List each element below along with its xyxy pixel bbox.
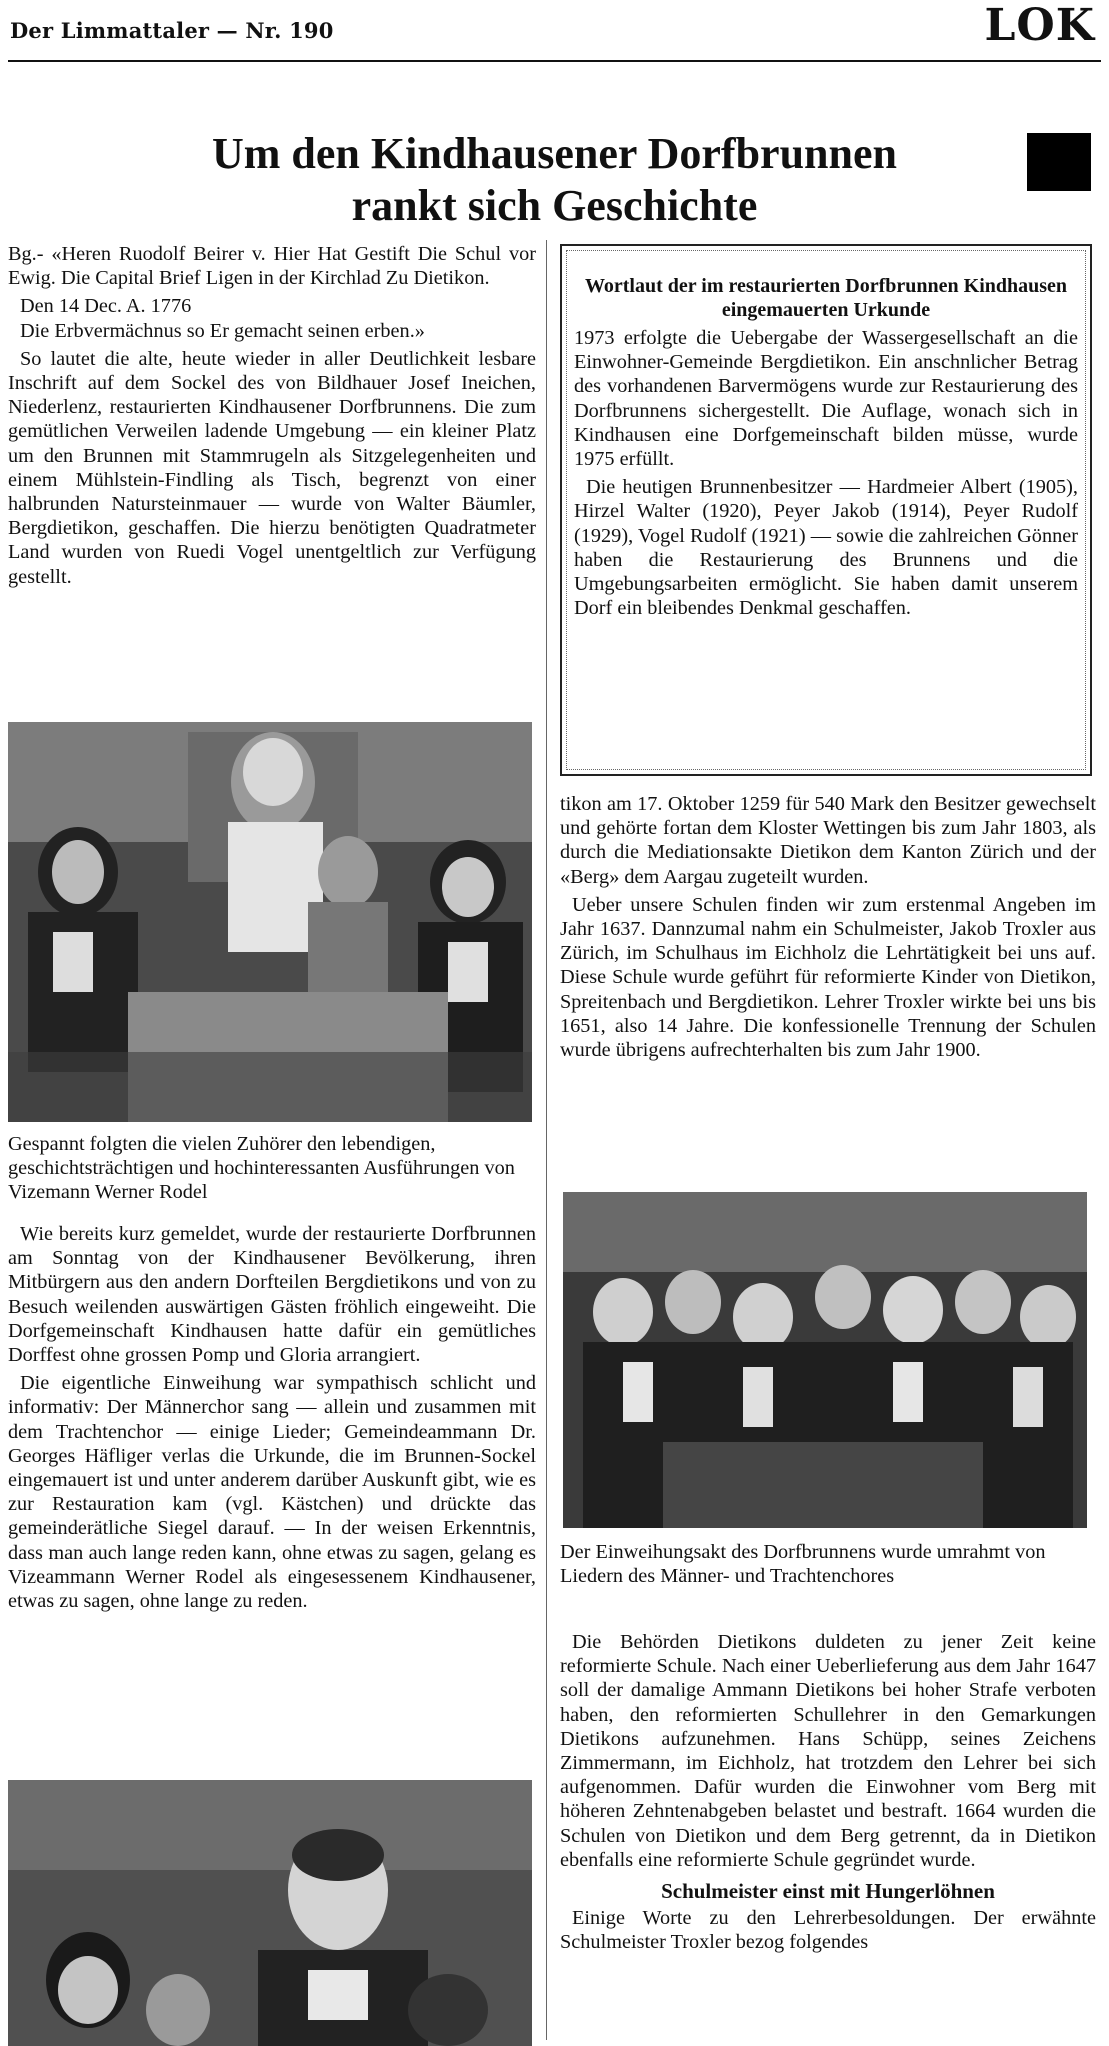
photo-audience xyxy=(8,722,532,1122)
headline xyxy=(0,128,1109,232)
photo-audience-image xyxy=(8,722,532,1122)
main-text-right xyxy=(560,792,1096,1066)
photo-audience-caption-block xyxy=(8,1132,536,1205)
photo-choir-image xyxy=(563,1192,1087,1528)
photo-speaker-image xyxy=(8,1780,532,2046)
photo-audience-caption: Gespannt folgten die vielen Zuhörer den lebendigen, geschichtsträchtigen und hochinteressanten Ausführungen von Vizemann Werner Rodel xyxy=(8,1133,515,1204)
subheading: Schulmeister einst mit Hungerlöhnen xyxy=(661,1879,995,1904)
intro-text xyxy=(8,242,536,593)
intro-paragraph: Den 14 Dec. A. 1776 xyxy=(20,295,192,318)
main-text-left xyxy=(8,1222,536,1617)
masthead-paper-name: Der Limmattaler — Nr. 190 xyxy=(10,18,334,43)
intro-paragraph: So lautet die alte, heute wieder in aller Deutlichkeit lesbare Inschrift auf dem Sockel des von Bildhauer Josef Ineichen, Niederlenz, restaurierten Kindhausener Dorfbrunnens. Die zum gemütlichen Verweilen ladende Umgebung — ein kleiner Platz um den Brunnen mit Stammrugeln als Sitzgelegenheiten und einem Mühlstein-Findling als Tisch, begrenzt von einer halbrunden Natursteinmauer — wurde von Walter Bäumler, Bergdietikon, geschaffen. Die hierzu benötigten Quadratmeter Land wurden von Ruedi Vogel unentgeltlich zur Verfügung gestellt. xyxy=(8,347,536,588)
document-textbox-paragraph: Die heutigen Brunnenbesitzer — Hardmeier Albert (1905), Hirzel Walter (1920), Peyer Jakob (1914), Peyer Rudolf (1929), Vogel Rudolf (1921) — sowie die zahlreichen Gönner haben die Restaurierung des Brunnens und die Umgebungsarbeiten ermöglicht. Sie haben damit unserem Dorf ein bleibendes Denkmal geschaffen. xyxy=(574,476,1078,620)
masthead-section: LOK xyxy=(984,0,1095,51)
body-paragraph: Die eigentliche Einweihung war sympathisch schlicht und informativ: Der Männerchor sang — allein und zusammen mit dem Trachtenchor — einige Lieder; Gemeindeammann Dr. Georges Häfliger verlas die Urkunde, die im Brunnen-Sockel eingemauert ist und unter anderem darüber Auskunft gibt, wie es zur Restauration kam (vgl. Kästchen) und drückte das gemeinderätliche Siegel darauf. — In der weisen Erkenntnis, dass man auch lange reden kann, ohne etwas zu sagen, gelang es Vizeammann Werner Rodel als eingesessenem Kindhausener, etwas zu sagen, ohne lange zu reden. xyxy=(8,1372,536,1613)
photo-choir-caption: Der Einweihungsakt des Dorfbrunnens wurde umrahmt von Liedern des Männer- und Trachtenchores xyxy=(560,1541,1046,1588)
document-textbox-title: Wortlaut der im restaurierten Dorfbrunnen Kindhausen eingemauerten Urkunde xyxy=(584,275,1068,321)
body-paragraph: Die Behörden Dietikons duldeten zu jener Zeit keine reformierte Schule. Nach einer Ueberlieferung aus dem Jahr 1647 soll der damalige Ammann Dietikons bei hoher Strafe verboten haben, den reformierten Schullehrer in den Gemarkungen Dietikons aufzunehmen. Hans Schüpp, seines Zeichens Zimmermann, im Eichholz, hat trotzdem den Lehrer bei sich aufgenommen. Dafür wurden die Einwohner vom Berg mit höheren Zehntenabgeben belastet und bestraft. 1664 wurden die Schulen von Dietikon und dem Berg getrennt, da in Dietikon ebenfalls eine reformierte Schule gegründet wurde. xyxy=(560,1631,1096,1871)
body-paragraph: Einige Worte zu den Lehrerbesoldungen. Der erwähnte Schulmeister Troxler bezog folgendes xyxy=(560,1907,1096,1954)
document-textbox xyxy=(560,244,1092,776)
main-text-right-2 xyxy=(560,1630,1096,1958)
masthead-rule xyxy=(8,60,1101,62)
body-paragraph: tikon am 17. Oktober 1259 für 540 Mark den Besitzer gewechselt und gehörte fortan dem Kloster Wettingen bis zum Jahr 1803, als durch die Mediationsakte Dietikon dem Kanton Zürich und der «Berg» dem Aargau zugeteilt wurden. xyxy=(560,793,1096,888)
headline-line-2: rankt sich Geschichte xyxy=(351,181,758,230)
headline-line-1: Um den Kindhausener Dorfbrunnen xyxy=(212,129,897,178)
body-paragraph: Ueber unsere Schulen finden wir zum erstenmal Angeben im Jahr 1637. Dannzumal nahm ein Schulmeister, Jakob Troxler aus Zürich, im Schulhaus im Eichholz die Lehrtätigkeit bei uns auf. Diese Schule wurde geführt für reformierte Kinder von Dietikon, Spreitenbach und Bergdietikon. Lehrer Troxler wirkte bei uns bis 1651, also 14 Jahre. Die konfessionelle Trennung der Schulen wurde übrigens aufrechterhalten bis zum Jahr 1900. xyxy=(560,893,1096,1062)
column-divider xyxy=(546,240,547,2040)
document-textbox-paragraph: 1973 erfolgte die Uebergabe der Wassergesellschaft an die Einwohner-Gemeinde Bergdietikon. Ein anschnlicher Betrag des vorhandenen Barvermögens wurde zur Restaurierung des Dorfbrunnens sichergestellt. Die Auflage, wonach sich in Kindhausen eine Dorfgemeinschaft bilden müsse, wurde 1975 erfüllt. xyxy=(574,327,1078,471)
photo-speaker xyxy=(8,1780,532,2046)
photo-choir-caption-block xyxy=(560,1540,1096,1588)
intro-paragraph: Die Erbvermächnus so Er gemacht seinen erben.» xyxy=(20,319,425,342)
photo-choir xyxy=(563,1192,1087,1528)
body-paragraph: Wie bereits kurz gemeldet, wurde der restaurierte Dorfbrunnen am Sonntag von der Kindhausener Bevölkerung, ihren Mitbürgern aus den andern Dorfteilen Bergdietikons und von zu Besuch weilenden auswärtigen Gästen fröhlich eingeweiht. Die Dorfgemeinschaft Kindhausen hatte dafür ein gemütliches Dorffest ohne grossen Pomp und Gloria arrangiert. xyxy=(8,1223,536,1367)
black-square-marker xyxy=(1027,133,1091,191)
intro-paragraph: Bg.- «Heren Ruodolf Beirer v. Hier Hat Gestift Die Schul vor Ewig. Die Capital Brief Ligen in der Kirchlad Zu Dietikon. xyxy=(8,243,536,290)
